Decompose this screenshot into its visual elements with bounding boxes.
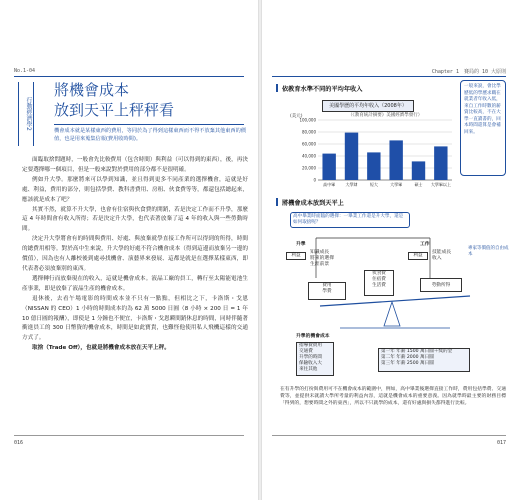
salary-list xyxy=(378,348,470,372)
opportunity-cost-item: 升學的時間 xyxy=(299,355,322,360)
salary-item: 第二年 年薪 2000 萬日圓 xyxy=(381,355,434,360)
chart-x-tick: 短大 xyxy=(369,182,378,187)
study-heading: 升學 xyxy=(296,242,306,247)
section-marker xyxy=(276,84,278,92)
study-benefit-list xyxy=(310,250,334,268)
opportunity-cost-item: 保險收入大 xyxy=(299,361,322,366)
study-benefit-item: 知識成長 xyxy=(310,250,330,255)
left-page xyxy=(0,0,258,500)
salary-item: 第一年 年薪 1500 萬日圓＋獎的金 xyxy=(381,349,453,354)
cost-label: 費用 xyxy=(322,283,332,288)
chapter-side-tag: 行動經濟學2 xyxy=(18,82,34,146)
work-benefit-item: 技能成長 xyxy=(432,250,452,255)
paragraph: 面臨取捨問題時，一般會先比較費用（包含時間）與利益（可以得到的東西），後，再決定要選擇哪一個項目，但是一般來說對於費用的部分都不是很明確。 xyxy=(22,157,248,173)
chart-side-note: 一般來說，會比學歷低的學歷求職在就業者年收入低，來自工作時數的薪資比較高，不在大學一直讀書的，回本時間還算是會補回來。 xyxy=(460,80,506,176)
chart-bar xyxy=(412,161,425,180)
left-footer-rule xyxy=(14,435,244,436)
title-line-1: 將機會成本 xyxy=(54,81,130,99)
chart-y-tick: 20,000 xyxy=(302,165,316,171)
title-rule xyxy=(54,124,244,125)
opportunity-cost-item: 指導費費用 xyxy=(299,343,322,348)
chart-y-tick: 80,000 xyxy=(302,129,316,135)
paragraph: 選擇轉行而放棄現在的收入，這就是機會成本。液晶工廠的員工，轉行至太陽能電池生產事業，即是放棄了液晶生產的機會成本。 xyxy=(22,275,248,292)
chart-y-tick: 100,000 xyxy=(299,117,316,123)
chart-bar xyxy=(389,140,402,180)
cost-box xyxy=(308,282,346,300)
section-heading-income: 依教育水準不同的平均年收入 xyxy=(282,86,363,93)
labor-income-box: 勞動所得 xyxy=(420,278,462,292)
study-benefit-item: 將來的選擇 xyxy=(310,256,334,261)
chart-title: 美國學歷的平均年收入（2008年） xyxy=(322,100,414,112)
right-page xyxy=(262,0,520,500)
chart-y-tick: 40,000 xyxy=(302,153,316,159)
chart-y-tick: 60,000 xyxy=(302,141,316,147)
paragraph: 決定升大學將會有的時間與費用、好處、與放棄就學直接工作所可以得到的所得，時間的總費用相等。對於高中生來說，升大學的好處不符合機會成本（得到這邊而放棄另一邊的價值），因為也有人離校後到處尋找機會、演藝界來發展、這都是就是在選擇某樣東西，即代表著必須放棄別的東西。 xyxy=(22,236,248,272)
chart-bar xyxy=(345,133,358,180)
chart-x-tick: 高中畢 xyxy=(323,182,336,187)
opportunity-cost-list xyxy=(296,342,334,376)
left-body-text xyxy=(22,156,248,354)
opportunity-cost-heading: 升學的機會成本 xyxy=(296,334,330,339)
salary-item: 第三年 年薪 2500 萬日圓 xyxy=(381,361,434,366)
right-caption: 在有升學的打扮與費用可不在機會成本的範圍中，例如，高中畢業後選擇直接工作時，費用包括學費、交通費等，並提供未就讀大學所考量的利益內容，這就是機會成本的重要意義。因為就學時最主要的財務目標「得到的，想要時間之外的東西」，所以不只就學的成本，還有好處與損失都得進行比較。 xyxy=(280,387,506,406)
chart-bar xyxy=(322,154,335,180)
chart-x-tick: 大學肄 xyxy=(345,182,358,187)
chart-source: （《教育統計摘要》美國經濟學發行） xyxy=(348,113,423,118)
title-line-2: 放到天平上秤秤看 xyxy=(54,101,175,119)
chart-bar xyxy=(434,146,447,180)
diagram-side-note: 專家等價值的自由成本 xyxy=(468,246,509,257)
work-benefit-box: 利益 xyxy=(408,252,428,260)
right-header-rule xyxy=(272,76,506,77)
work-heading: 工作 xyxy=(420,242,430,247)
chart-y-tick: 0 xyxy=(313,177,316,183)
chart-x-tick: 碩士 xyxy=(414,182,423,187)
paragraph: 例如升大學。那麼將來可以學到知識，並且得到更多不同產業的選擇機會，這就是好處、利益，費用的部分，則包括學費、教科書費用、房租、伙食費等等，都還包括總起來，應該就是成本了吧？ xyxy=(22,176,248,203)
balance-diagram xyxy=(280,208,504,380)
section-heading-balance: 將機會成本放到天平上 xyxy=(282,200,344,207)
paragraph: 退休後，去看午場電影的時間成本並不只有一點點，但相比之下，卡洛斯・戈恩（NISSAN 的 CEO）1 小時的時間成本約為 62 萬 5000 日圓（8 小時 × 200 日 = 1 年 10 億日圓的報酬），即使是 1 分鐘也不便宜，卡洛斯・戈恩瞬間銷休息的時間，同時伴隨著衝進員工的 300 日幣資的機會成本，時間是如此寶貴，也難怪他使用私人飛機這樣的交通方式了。 xyxy=(22,295,248,342)
chart-plot xyxy=(288,100,456,194)
work-benefit-item: 收入 xyxy=(432,256,442,261)
left-header: No.1-04 xyxy=(14,68,36,74)
work-benefit-list xyxy=(432,250,451,262)
left-page-number: 016 xyxy=(14,440,24,446)
study-benefit-item: 生涯前景 xyxy=(310,262,330,267)
opportunity-cost-item: 交通費 xyxy=(299,349,313,354)
page-title xyxy=(54,80,174,120)
income-chart xyxy=(288,100,456,194)
cost-item: 學費 xyxy=(322,289,332,294)
decision-bubble: 高中畢業時面臨的選擇：一畢業工作還是升大學，還是如何取捨呢？ xyxy=(290,212,410,228)
paragraph: 其實不然，就算不升大學，也會有住宿與伙食費的開銷，若是決定工作而不升學，那麼這 4 年時間會有收入所得；若是決定升大學，也代表著放棄了這 4 年的收入與一些勞動時間。 xyxy=(22,206,248,233)
chart-x-tick: 大學畢以上 xyxy=(430,182,451,187)
chart-bar xyxy=(367,152,380,180)
closing-sentence: 取捨（Trade Off），也就是將機會成本放在天平上秤。 xyxy=(32,345,170,352)
right-page-number: 017 xyxy=(496,440,506,446)
section-marker xyxy=(276,198,278,206)
opportunity-cost-item: 來往其他 xyxy=(299,367,318,372)
living-cost-item: 生活費 xyxy=(372,283,386,288)
page-subtitle: 機會成本就是某樣東西的費用，等同於為了得到這樣東西而不得不放棄其他東西的價值，也是用來蒐集信報(費用收時間)。 xyxy=(54,128,246,142)
chart-ylabel: (美元) xyxy=(290,114,303,119)
study-benefit-box: 利益 xyxy=(286,252,306,260)
living-cost-item: 住宿費 xyxy=(372,277,386,282)
living-cost-item: 伙食費 xyxy=(372,271,386,276)
chart-x-tick: 大學畢 xyxy=(390,182,403,187)
right-header: Chapter 1 賽局的 10 大原則 xyxy=(431,69,506,75)
living-cost-box xyxy=(364,270,394,296)
right-footer-rule xyxy=(272,435,506,436)
left-header-rule xyxy=(14,76,244,77)
